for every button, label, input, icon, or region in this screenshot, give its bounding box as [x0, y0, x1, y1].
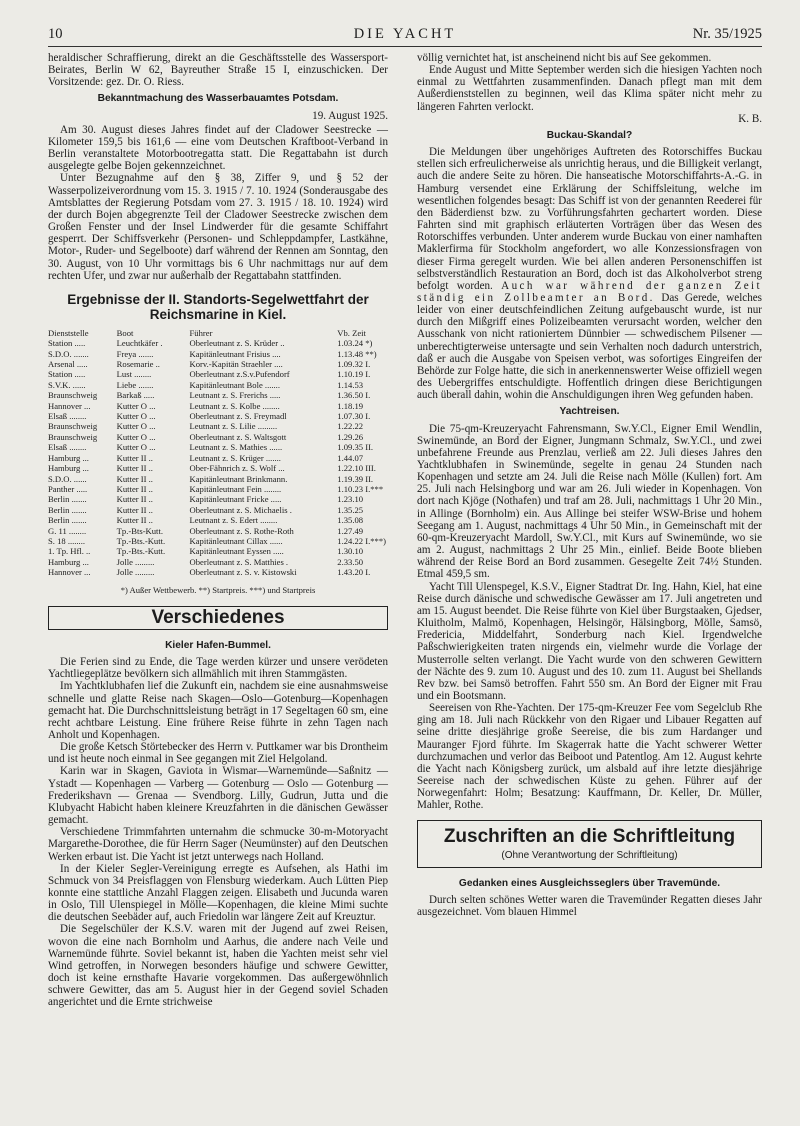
col-header-dienststelle: Dienststelle	[48, 327, 89, 338]
kieler-paragraph: Im Yachtklubhafen lief die Zukunft ein, nachdem sie eine ausnahmsweise schnelle und glatte Reise nach Skagen—Oslo—Gotenburg—Kopenhagen gemacht hat. Die Durchschnittsleistung beträgt in 17 Segeltagen 60 sm, eine recht achtbare Leistung. Eine frühere Reise führte in zehn Tagen nach Anholt und Kopenhagen.	[48, 680, 388, 741]
results-row	[48, 380, 388, 390]
gedanken-paragraph: Durch selten schönes Wetter waren die Travemünder Regatten dieses Jahr ausgezeichnet. Vom blauen Himmel	[417, 893, 762, 918]
results-row	[48, 526, 388, 536]
cell-dienststelle: Braunschweig	[48, 390, 98, 401]
cell-fuehrer: Oberleutnant z. S. Matthies .	[189, 556, 289, 567]
zuschriften-heading: Zuschriften an die Schriftleitung	[443, 825, 736, 847]
results-row	[48, 401, 388, 411]
results-table	[48, 328, 388, 578]
cell-boot: Kutter II ..	[116, 494, 153, 505]
cell-zeit: 1.07.30 I.	[337, 411, 371, 422]
cell-dienststelle: Berlin .......	[48, 504, 87, 515]
results-header-row	[48, 328, 388, 338]
yachtreisen-heading: Yachtreisen.	[559, 406, 620, 418]
cell-boot: Leuchtkäfer .	[116, 338, 163, 349]
results-row	[48, 536, 388, 546]
cell-zeit: 1.19.39 II.	[337, 473, 374, 484]
cell-boot: Kutter O ...	[116, 400, 156, 411]
cell-dienststelle: Hannover ...	[48, 567, 91, 578]
cell-zeit: 1.13.48 **)	[337, 348, 377, 359]
cell-fuehrer: Oberleutnant z. S. Rothe-Roth	[189, 525, 294, 536]
cell-fuehrer: Kapitänleutnant Frisius ....	[189, 348, 281, 359]
verschiedenes-heading: Verschiedenes	[48, 606, 388, 630]
cell-boot: Tp.-Bts-Kutt.	[116, 525, 163, 536]
cell-zeit: 1.03.24 *)	[337, 338, 373, 349]
results-heading: Ergebnisse der II. Standorts-Segelwettfahrt der Reichsmarine in Kiel.	[67, 291, 369, 322]
cell-boot: Tp.-Bts.-Kutt.	[116, 546, 166, 557]
cell-boot: Lust ........	[116, 369, 152, 380]
kieler-paragraph: Verschiedene Trimmfahrten unternahm die schmucke 30-m-Motoryacht Margarethe-Dorothee, die für Herrn Sager (Neumünster) auf den Deutschen Werken erbaut ist. Die Yacht ist jetzt unterwegs nach Holland.	[48, 826, 388, 863]
cell-boot: Tp.-Bts.-Kutt.	[116, 535, 166, 546]
cell-zeit: 1.18.19	[337, 400, 364, 411]
cell-fuehrer: Kapitänleutnant Fein ........	[189, 483, 282, 494]
cell-zeit: 1.44.07	[337, 452, 364, 463]
cell-zeit: 1.30.10	[337, 546, 364, 557]
cell-fuehrer: Leutnant z. S. Edert ........	[189, 515, 278, 526]
cell-zeit: 1.14.53	[337, 379, 364, 390]
bekanntmachung-paragraph: Unter Bezugnahme auf den § 38, Ziffer 9, und § 52 der Wasserpolizeiverordnung vom 15. 3. 1915 / 7. 10. 1924 (Sonderausgabe des Amtsblattes der Regierung Potsdam vom 27. 3. 1915 / 18. 10. 1924) wird der durch Bojen abgegrenzte Teil der Cladower Seestrecke zwischen dem Großen Fenster und der Insel Lindwerder für die gesamte Schiffahrt gesperrt. Der Schiffsverkehr (Personen- und Schleppdampfer, Lastkähne, Motor-, Ruder- und Segelboote) darf während der Rennen am Sonntag, den 30. August, von 10 Uhr vormittags bis 6 Uhr nachmittags nur auf dem rechten Ufer, und zwar nur außerhalb der Regattabahn stattfinden.	[48, 172, 388, 282]
results-row	[48, 463, 388, 473]
cell-fuehrer: Kapitänleutnant Brinkmann.	[189, 473, 288, 484]
results-row	[48, 474, 388, 484]
results-row	[48, 515, 388, 525]
page-header	[48, 26, 762, 44]
author-signature: K. B.	[738, 112, 762, 125]
cell-dienststelle: Station .....	[48, 369, 86, 380]
cell-dienststelle: Station .....	[48, 338, 86, 349]
cell-boot: Kutter O ...	[116, 421, 156, 432]
cell-fuehrer: Oberleutnant z. S. Michaelis .	[189, 504, 292, 515]
cell-dienststelle: Braunschweig	[48, 431, 98, 442]
cell-fuehrer: Leutnant z. S. Frerichs .....	[189, 390, 281, 401]
results-body	[48, 338, 388, 577]
zuschriften-subheading: (Ohne Verantwortung der Schriftleitung)	[501, 849, 678, 861]
results-footnote: *) Außer Wettbewerb. **) Startpreis. ***) und Startpreis	[120, 584, 316, 595]
col-header-zeit: Vb. Zeit	[337, 327, 366, 338]
header-rule	[48, 46, 762, 47]
results-row	[48, 421, 388, 431]
right-column	[417, 52, 762, 918]
cell-fuehrer: Oberleutnant z. S. Krüder ..	[189, 338, 285, 349]
cell-dienststelle: S.V.K. ......	[48, 379, 86, 390]
gedanken-heading: Gedanken eines Ausgleichsseglers über Travemünde.	[458, 877, 721, 889]
cell-boot: Kutter O ...	[116, 442, 156, 453]
buckau-spaced-text: Auch war während der ganzen Zeit ständig ein Zollbeamter an Bord.	[417, 279, 762, 304]
cell-dienststelle: Berlin .......	[48, 494, 87, 505]
cell-boot: Kutter O ...	[116, 411, 156, 422]
cell-zeit: 1.10.23 I.***	[337, 483, 384, 494]
cell-boot: Barkaß .....	[116, 390, 155, 401]
cell-boot: Kutter O ...	[116, 431, 156, 442]
cell-boot: Kutter II ..	[116, 504, 153, 515]
cell-fuehrer: Oberleutnant z.S.v.Pufendorf	[189, 369, 290, 380]
cell-dienststelle: Elsaß ........	[48, 411, 87, 422]
cell-zeit: 1.24.22 I.***)	[337, 535, 386, 546]
results-row	[48, 453, 388, 463]
cell-boot: Jolle .........	[116, 556, 155, 567]
cell-zeit: 1.22.10 III.	[337, 463, 376, 474]
cell-fuehrer: Kapitänleutnant Cillax ......	[189, 535, 283, 546]
cell-fuehrer: Oberleutnant z. S. Waltsgott	[189, 431, 287, 442]
results-row	[48, 369, 388, 379]
cell-zeit: 1.35.08	[337, 515, 364, 526]
results-row	[48, 442, 388, 452]
bekanntmachung-heading: Bekanntmachung des Wasserbauamtes Potsdam.	[97, 93, 339, 105]
cell-dienststelle: 1. Tp. Hfl. ..	[48, 546, 91, 557]
results-row	[48, 338, 388, 348]
kieler-paragraph: Die Segelschüler der K.S.V. waren mit der Jugend auf zwei Reisen, wovon die eine nach Bornholm und Aarhus, die andere nach Veile und Warnemünde führte. Soviel bekannt ist, haben die Yachten meist sehr viel Wind getroffen, in Norwegen besonders häufige und schwere Gewitter, doch ist keine ernsthafte Havarie vorgekommen. Das außergewöhnlich schwere Gewitter, das am 5. August hier in der Gegend soviel Schaden angerichtet und die Ernte strichweise	[48, 923, 388, 1009]
cell-zeit: 1.09.35 II.	[337, 442, 374, 453]
cell-zeit: 2.33.50	[337, 556, 364, 567]
buckau-text: Die Meldungen über ungehöriges Auftreten des Rotorschiffes Buckau stellen sich erfreulicherweise als unrichtig heraus, und die Billigkeit verlangt, auch die andere Seite zu hören. Die hanseatische Motorschiffahrts-A.-G. in Hamburg versendet eine Erklärung der Schiffsleitung, welche im wesentlichen folgendes besagt: Das Schiff ist von der genannten Reederei für den Bäderdienst bzw. zu Vorführungsfahrten gechartert worden. Diese Fahrten sind mit graphisch erläuterten Vorträgen über das Wesen des Rotorschiffes verbunden. Unter anderem wurde Buckau von einer namhaften Maklerfirma für Stockholm angefordert, wo alle Konzessionsfragen von dieser Firma geregelt wurden. Wie bei allen anderen Personenschiffen ist selbstverständlich Restauration an Bord, doch ist das Alkoholverbot streng befolgt worden.	[417, 146, 762, 292]
kieler-paragraph: Ende August und Mitte September werden sich die hiesigen Yachten noch einmal zu Wettfahrten zusammenfinden. Danach pflegt man mit dem Außerdienststellen zu beginnen, weil das Klima später nicht mehr zu längeren Fahrten verlockt.	[417, 64, 762, 113]
cell-zeit: 1.22.22	[337, 421, 364, 432]
cell-fuehrer: Ober-Fähnrich z. S. Wolf ...	[189, 463, 285, 474]
cell-dienststelle: Hamburg ...	[48, 452, 89, 463]
cell-dienststelle: Hamburg ...	[48, 463, 89, 474]
cell-zeit: 1.10.19 I.	[337, 369, 371, 380]
kieler-heading: Kieler Hafen-Bummel.	[165, 639, 271, 651]
kieler-paragraph: Die große Ketsch Störtebecker des Herrn v. Puttkamer war bis Drontheim und ist heute noch einmal in See gegangen mit Ziel Helgoland.	[48, 741, 388, 766]
buckau-paragraph	[417, 146, 762, 401]
cell-zeit: 1.23.10	[337, 494, 364, 505]
cell-zeit: 1.35.25	[337, 504, 364, 515]
col-header-fuehrer: Führer	[189, 327, 213, 338]
yachtreisen-paragraph: Die 75-qm-Kreuzeryacht Fahrensmann, Sw.Y.Cl., Eigner Emil Wendlin, Swinemünde, an Bord der Eigner, Jungmann Schmalz, Sw.Y.Cl., und zwei unbefahrene Freunde aus Prenzlau, verließ am 22. Juli dieses Jahres den Yachtklubhafen in Swinemünde, segelte in genau 24 Stunden nach Kopenhagen und setzte am 24. Juli die Reise nach Mölle (Kullen) fort. Am 25. Juli nach Helsingborg und war am 26. Juli wieder in Kopenhagen. Von dort nach Kjöge (Nothafen) und traf am 28. Juli, nachmittags 1 Uhr 20 Min., in Allinge (Bornholm) ein. Aus Allinge bei steifer WSW-Brise und hohem Seegang am 1. August, nachmittags 4 Uhr 50 Min., in Gemeinschaft mit der 60-qm-Kreuzeryacht Mardoll, Sw.Y.Cl., mit Kurs auf Swinemünde, wo sie am 2. August, nachmittags 2 Uhr 25 Min., einlief. Beide Boote blieben während der Reise Bord an Bord zusammen. Gesegelte Zeit 74½ Stunden. Etmal 459,5 sm.	[417, 422, 762, 581]
results-row	[48, 494, 388, 504]
cell-fuehrer: Leutnant z. S. Kolbe ........	[189, 400, 280, 411]
cell-zeit: 1.09.32 I.	[337, 359, 371, 370]
kieler-paragraph: In der Kieler Segler-Vereinigung erregte es Aufsehen, als Hathi im Schmuck von 34 Preisflaggen von Flensburg wiederkam. Auch Lütten Piep konnte eine stattliche Anzahl Flaggen zeigen. Elisabeth und Jucunda waren in Oslo, Till Ulenspiegel in Mölle—Kopenhagen, die kleine Mimi suchte die deutschen Seebäder auf, auch Friedolin war längere Zeit auf Kreuztur.	[48, 862, 388, 924]
cell-zeit: 1.29.26	[337, 431, 364, 442]
cell-boot: Kutter II ..	[116, 473, 153, 484]
cell-fuehrer: Korv.-Kapitän Straehler ....	[189, 359, 283, 370]
zuschriften-box	[417, 820, 762, 868]
results-row	[48, 411, 388, 421]
results-row	[48, 567, 388, 577]
cell-boot: Freya .......	[116, 348, 154, 359]
cell-fuehrer: Kapitänleutnant Fricke .....	[189, 494, 282, 505]
cell-dienststelle: S.D.O. .......	[48, 348, 89, 359]
cell-dienststelle: Arsenal .....	[48, 359, 88, 370]
cell-dienststelle: Hamburg ...	[48, 556, 89, 567]
cell-fuehrer: Leutnant z. S. Lilie .........	[189, 421, 278, 432]
cell-boot: Liebe .......	[116, 379, 154, 390]
cell-dienststelle: Elsaß ........	[48, 442, 87, 453]
page-number: 10	[48, 26, 63, 42]
cell-dienststelle: G. 11 ........	[48, 525, 87, 536]
results-row	[48, 390, 388, 400]
cell-fuehrer: Oberleutnant z. S. Freymadl	[189, 411, 287, 422]
bekanntmachung-paragraph: Am 30. August dieses Jahres findet auf der Cladower Seestrecke — Kilometer 159,5 bis 161,6 — eine vom Deutschen Kraftboot-Verband in Berlin veranstaltete Motorbootregatta statt. Die Regattabahn ist durch ausgelegte gelbe Bojen gekennzeichnet.	[48, 123, 388, 173]
cell-fuehrer: Oberleutnant z. S. v. Kistowski	[189, 567, 297, 578]
cell-fuehrer: Leutnant z. S. Mathies ......	[189, 442, 283, 453]
buckau-heading: Buckau-Skandal?	[546, 129, 633, 141]
cell-zeit: 1.36.50 I.	[337, 390, 371, 401]
cell-boot: Kutter II ..	[116, 483, 153, 494]
cell-boot: Kutter II ..	[116, 452, 153, 463]
bekanntmachung-date: 19. August 1925.	[312, 109, 388, 122]
results-row	[48, 349, 388, 359]
cell-fuehrer: Leutnant z. S. Krüger .......	[189, 452, 281, 463]
issue-number: Nr. 35/1925	[692, 26, 762, 42]
cell-fuehrer: Kapitänleutnant Eyssen .....	[189, 546, 284, 557]
results-row	[48, 432, 388, 442]
results-row	[48, 359, 388, 369]
magazine-title: DIE YACHT	[353, 26, 457, 42]
cell-dienststelle: Hannover ...	[48, 400, 91, 411]
cell-boot: Kutter II ..	[116, 515, 153, 526]
yachtreisen-paragraph: Seereisen von Rhe-Yachten. Der 175-qm-Kreuzer Fee vom Segelclub Rhe ging am 18. Juli nach Rückkehr von den Rigaer und Libauer Regatten auf seine dritte diesjährige große Seereise, die bis zum Hardanger und Mauranger Fjord führte. Im Skagerrak hatte die Yacht schwerer Wetter durchzumachen und verlor das Beiboot und Patentlog. Am 12. August kehrte die Yacht nach Königsberg zurück, um alsbald auf ihre letzte diesjährige Seereise nach der schwedischen Küste zu gehen. Führer auf der Norwegenfahrt: Holm; Besatzung: Kauffmann, Dr. Keller, Dr. Müller, Mahler, Rothe.	[417, 702, 762, 812]
cell-dienststelle: S.D.O. ......	[48, 473, 87, 484]
cell-boot: Kutter II ..	[116, 463, 153, 474]
cell-boot: Rosemarie ..	[116, 359, 160, 370]
buckau-text: Das Gerede, welches leider von einer deutschfeindlichen Zeitung aufgebauscht wurde, ist nur durch den Mißgriff eines Polizeibeamten verursacht worden, welcher den Ausschank von nicht rationiertem Dünnbier — schwedischem Pilsener — unberechtigterweise untersagte und sein Verhalten noch dadurch unterstrich, daß er auch die Ausgabe von Speisen verbot, was sofortiges Eingreifen der Behörde zur Folge hatte, die sich in anerkennenswerter Weise offiziell wegen des Uebergriffes entschuldigte. Hoffentlich dringen diese Berichtigungen auch überall dahin, wohin die Anschuldigungen ihren Weg gefunden haben.	[417, 291, 762, 402]
kieler-paragraph: Die Ferien sind zu Ende, die Tage werden kürzer und unsere verödeten Yachtliegeplätze bevölkern sich allmählich mit ihren Stammgästen.	[48, 656, 388, 681]
continued-paragraph: völlig vernichtet hat, ist anscheinend nicht bis auf See gekommen.	[417, 52, 712, 64]
yachtreisen-paragraph: Yacht Till Ulenspegel, K.S.V., Eigner Stadtrat Dr. Ing. Hahn, Kiel, hat eine Reise durch dänische und schwedische Gewässer am 17. Juli angetreten und am 15. August beendet. Die Reise führte von Kiel über Burgstaaken, Gjedser, Kluitholm, Malmö, Kopenhagen, Helsingör, Hälsingborg, Mölle, Samsö, Fredericia, Middelfahrt, Sonderburg nach Kiel. Irgendwelche Paßschwierigkeiten traten nirgends ein, vielmehr wurde die Vorlage der Musterrolle selten verlangt. Die Yacht wurde von den schweren Gewittern der Nächte des 9. zum 10. August und des 10. zum 11. August bei Shellands Rev bzw. bei Samsö betroffen. Fahrt 550 sm. An Bord der Eigner mit Frau und ein Bootsmann.	[417, 580, 762, 702]
col-header-boot: Boot	[116, 327, 134, 338]
left-column	[48, 52, 388, 1009]
intro-paragraph: heraldischer Schraffierung, direkt an die Geschäftsstelle des Wassersport-Beirates, Berlin W 62, Bayreuther Straße 15 I, einzuschicken. Der Vorsitzende: gez. Dr. O. Riess.	[48, 52, 388, 89]
cell-dienststelle: S. 18 ........	[48, 535, 86, 546]
cell-zeit: 1.43.20 I.	[337, 567, 371, 578]
results-row	[48, 546, 388, 556]
results-row	[48, 557, 388, 567]
kieler-paragraph: Karin war in Skagen, Gaviota in Wismar—Warnemünde—Saßnitz — Ystadt — Kopenhagen — Varberg — Gotenburg — Oslo — Gotenburg — Frederikshavn — Grenaa — Svendborg. Lilly, Gudrun, Jutta und die Klubyacht Habicht haben kleinere Kreuzfahrten in die dänischen Gewässer gemacht.	[48, 765, 388, 827]
cell-fuehrer: Kapitänleutnant Bole .......	[189, 379, 280, 390]
results-row	[48, 505, 388, 515]
cell-dienststelle: Braunschweig	[48, 421, 98, 432]
results-row	[48, 484, 388, 494]
cell-dienststelle: Panther .....	[48, 483, 88, 494]
cell-boot: Jolle .........	[116, 567, 155, 578]
cell-dienststelle: Berlin .......	[48, 515, 87, 526]
cell-zeit: 1.27.49	[337, 525, 364, 536]
